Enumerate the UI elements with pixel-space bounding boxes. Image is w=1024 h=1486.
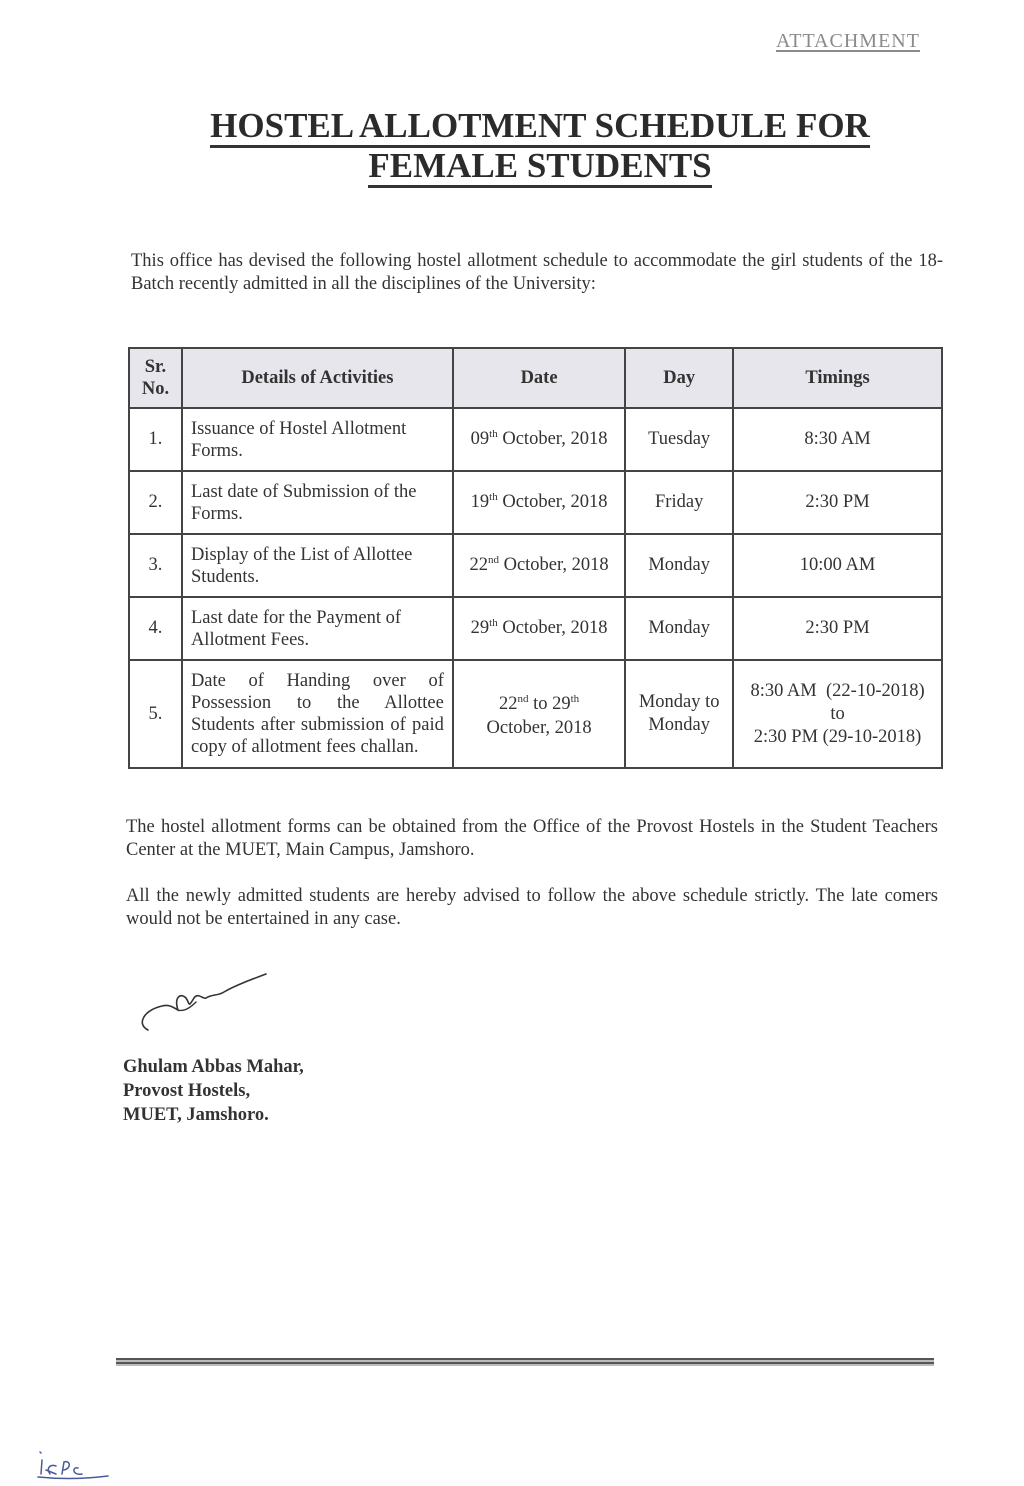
signatory-block	[123, 1055, 304, 1127]
row-day: Tuesday	[625, 408, 733, 471]
table-row	[129, 408, 942, 471]
row-timing: 10:00 AM	[733, 534, 942, 597]
table-header-row	[129, 348, 942, 408]
attachment-label: ATTACHMENT	[776, 30, 920, 52]
row-date: 19th October, 2018	[453, 471, 625, 534]
row-timing: 2:30 PM	[733, 471, 942, 534]
signatory-title: Provost Hostels,	[123, 1081, 251, 1101]
row-sr: 4.	[129, 597, 182, 660]
document-title	[150, 106, 930, 186]
signatory-name: Ghulam Abbas Mahar,	[123, 1057, 304, 1077]
row-details: Issuance of Hostel Allotment Forms.	[182, 408, 453, 471]
row-day: Monday to Monday	[625, 660, 733, 768]
advisory-paragraph: All the newly admitted students are hereby advised to follow the above schedule strictly. The late comers would not be entertained in any case.	[126, 886, 938, 929]
header-sr: Sr. No.	[129, 348, 182, 408]
row-sr: 3.	[129, 534, 182, 597]
row-timing: 8:30 AM	[733, 408, 942, 471]
row-date: 22nd to 29th October, 2018	[453, 660, 625, 768]
intro-paragraph: This office has devised the following hostel allotment schedule to accommodate the girl students of the 18-Batch recently admitted in all the disciplines of the University:	[131, 251, 943, 294]
row-details: Date of Handing over of Possession to the Allottee Students after submission of paid copy of allotment fees challan.	[182, 660, 453, 768]
row-day: Monday	[625, 597, 733, 660]
row-date: 29th October, 2018	[453, 597, 625, 660]
row-date: 22nd October, 2018	[453, 534, 625, 597]
table-row	[129, 660, 942, 768]
signatory-org: MUET, Jamshoro.	[123, 1105, 269, 1125]
handwritten-initials-icon	[34, 1446, 114, 1480]
schedule-table	[128, 347, 943, 769]
header-timings: Timings	[733, 348, 942, 408]
row-day: Friday	[625, 471, 733, 534]
title-line-2: FEMALE STUDENTS	[368, 146, 711, 188]
row-details: Display of the List of Allottee Students.	[182, 534, 453, 597]
row-details: Last date for the Payment of Allotment Fees.	[182, 597, 453, 660]
signature-icon	[134, 968, 274, 1038]
table-row	[129, 597, 942, 660]
title-line-1: HOSTEL ALLOTMENT SCHEDULE FOR	[210, 106, 870, 148]
row-day: Monday	[625, 534, 733, 597]
header-date: Date	[453, 348, 625, 408]
row-timing: 2:30 PM	[733, 597, 942, 660]
table-row	[129, 471, 942, 534]
row-sr: 5.	[129, 660, 182, 768]
header-day: Day	[625, 348, 733, 408]
row-details: Last date of Submission of the Forms.	[182, 471, 453, 534]
row-sr: 1.	[129, 408, 182, 471]
row-date: 09th October, 2018	[453, 408, 625, 471]
header-details: Details of Activities	[182, 348, 453, 408]
table-row	[129, 534, 942, 597]
footer-divider	[116, 1358, 934, 1366]
row-sr: 2.	[129, 471, 182, 534]
row-timing: 8:30 AM (22-10-2018) to 2:30 PM (29-10-2018)	[733, 660, 942, 768]
forms-info-paragraph: The hostel allotment forms can be obtained from the Office of the Provost Hostels in the Student Teachers Center at the MUET, Main Campus, Jamshoro.	[126, 817, 938, 860]
